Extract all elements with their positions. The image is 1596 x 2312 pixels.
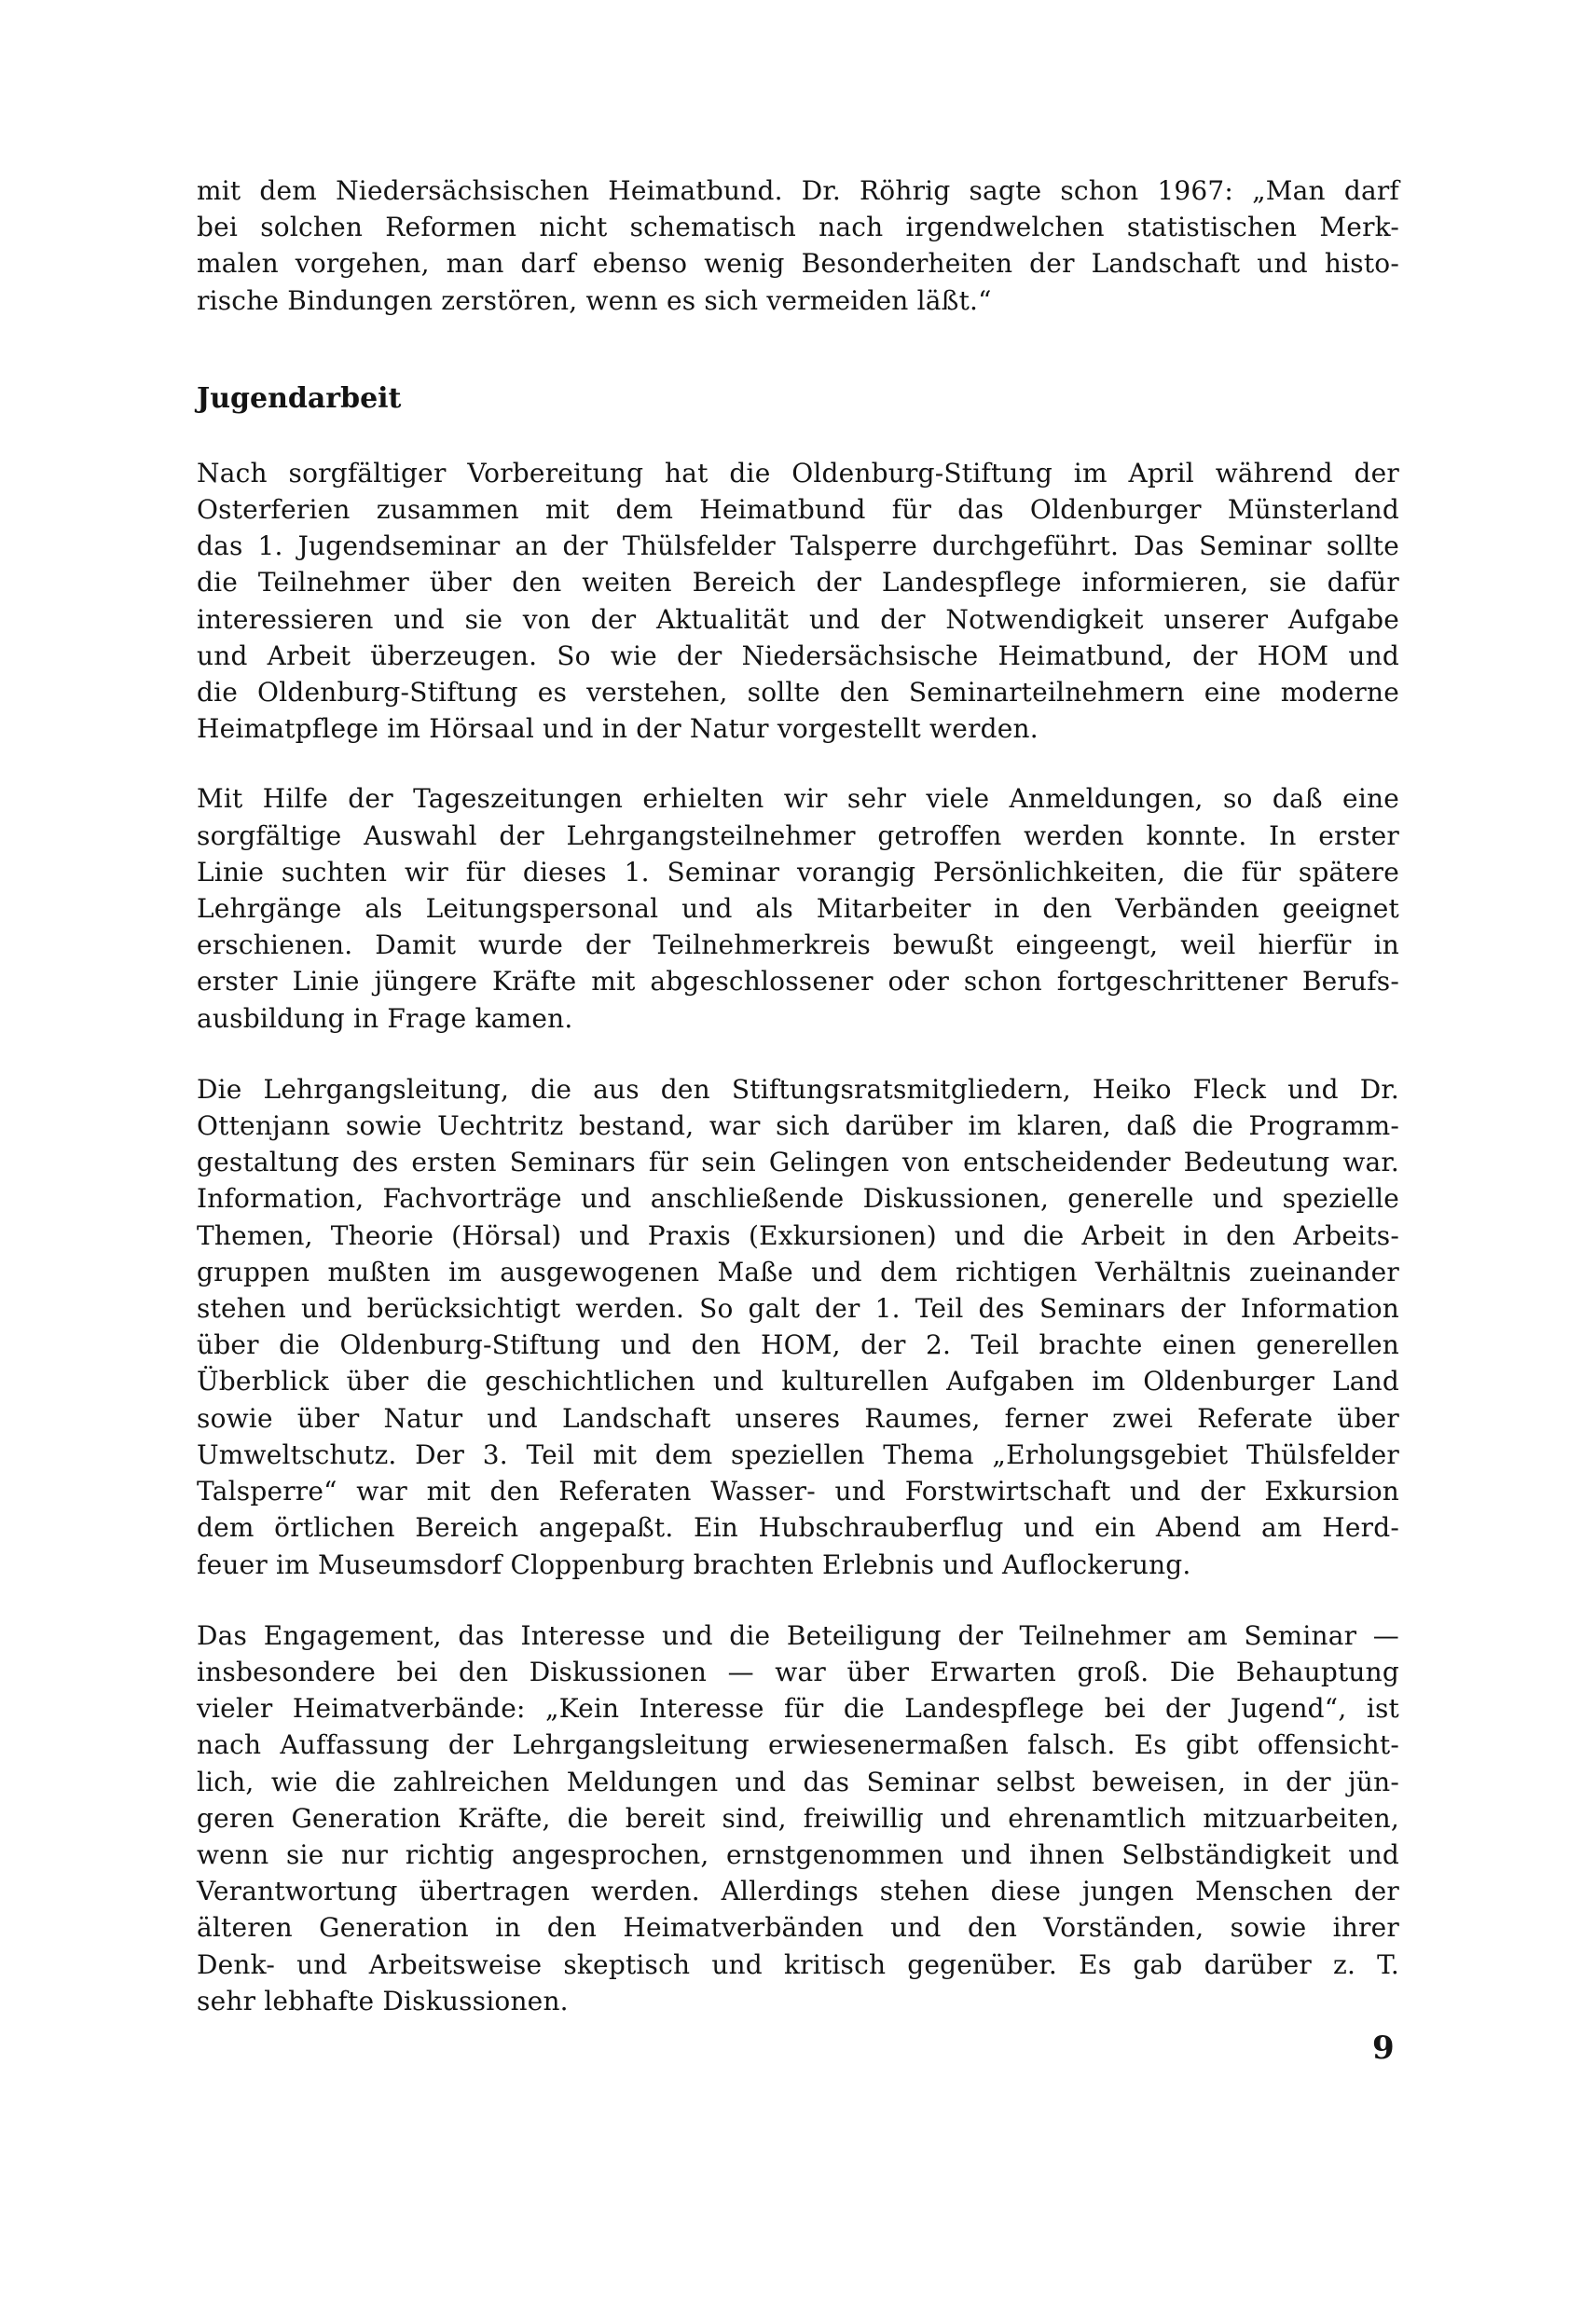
text-line: bei solchen Reformen nicht schematisch nach irgendwelchen statistischen Merk-: [197, 212, 1399, 243]
text-line: die Teilnehmer über den weiten Bereich der Landespflege informieren, sie dafür: [197, 567, 1399, 599]
text-line: über die Oldenburg-Stiftung und den HOM, der 2. Teil brachte einen generellen: [197, 1329, 1399, 1361]
text-line: und Arbeit überzeugen. So wie der Niedersächsische Heimatbund, der HOM und: [197, 640, 1399, 671]
text-line: malen vorgehen, man darf ebenso wenig Besonderheiten der Landschaft und histo-: [197, 248, 1399, 280]
text-line: Überblick über die geschichtlichen und kulturellen Aufgaben im Oldenburger Land: [197, 1366, 1399, 1397]
text-line: rische Bindungen zerstören, wenn es sich vermeiden läßt.“: [197, 284, 992, 316]
section-heading: Jugendarbeit: [197, 381, 402, 415]
text-line: Denk- und Arbeitsweise skeptisch und kritisch gegenüber. Es gab darüber z. T.: [197, 1948, 1399, 1980]
body-paragraph: [197, 780, 1399, 1036]
text-line: ausbildung in Frage kamen.: [197, 1002, 573, 1034]
text-line: das 1. Jugendseminar an der Thülsfelder Talsperre durchgeführt. Das Seminar sollte: [197, 530, 1399, 562]
text-line: Umweltschutz. Der 3. Teil mit dem speziellen Thema „Erholungsgebiet Thülsfelder: [197, 1438, 1399, 1470]
text-line: Das Engagement, das Interesse und die Beteiligung der Teilnehmer am Seminar —: [197, 1619, 1399, 1651]
text-line: Nach sorgfältiger Vorbereitung hat die Oldenburg-Stiftung im April während der: [197, 457, 1399, 489]
text-line: Themen, Theorie (Hörsal) und Praxis (Exkursionen) und die Arbeit in den Arbeits-: [197, 1219, 1399, 1251]
text-line: Heimatpflege im Hörsaal und in der Natur vorgestellt werden.: [197, 713, 1039, 745]
text-line: erster Linie jüngere Kräfte mit abgeschlossener oder schon fortgeschrittener Berufs-: [197, 966, 1399, 998]
text-line: älteren Generation in den Heimatverbänden und den Vorständen, sowie ihrer: [197, 1912, 1399, 1944]
body-paragraph: [197, 455, 1399, 748]
text-line: vieler Heimatverbände: „Kein Interesse für die Landespflege bei der Jugend“, ist: [197, 1693, 1399, 1725]
text-line: gruppen mußten im ausgewogenen Maße und dem richtigen Verhältnis zueinander: [197, 1256, 1399, 1287]
text-line: Die Lehrgangsleitung, die aus den Stiftungsratsmitgliedern, Heiko Fleck und Dr.: [197, 1073, 1399, 1105]
text-line: interessieren und sie von der Aktualität und der Notwendigkeit unserer Aufgabe: [197, 603, 1399, 635]
text-line: dem örtlichen Bereich angepaßt. Ein Hubschrauberflug und ein Abend am Herd-: [197, 1512, 1399, 1544]
text-column: [197, 172, 1399, 2019]
text-line: Information, Fachvorträge und anschließende Diskussionen, generelle und spezielle: [197, 1183, 1399, 1215]
text-line: nach Auffassung der Lehrgangsleitung erwiesenermaßen falsch. Es gibt offensicht-: [197, 1729, 1399, 1761]
text-line: insbesondere bei den Diskussionen — war über Erwarten groß. Die Behauptung: [197, 1656, 1399, 1687]
text-line: stehen und berücksichtigt werden. So galt der 1. Teil des Seminars der Information: [197, 1293, 1399, 1325]
text-line: erschienen. Damit wurde der Teilnehmerkreis bewußt eingeengt, weil hierfür in: [197, 929, 1399, 961]
text-line: feuer im Museumsdorf Cloppenburg brachten Erlebnis und Auflockerung.: [197, 1548, 1191, 1580]
text-line: Verantwortung übertragen werden. Allerdings stehen diese jungen Menschen der: [197, 1876, 1399, 1907]
text-line: gestaltung des ersten Seminars für sein Gelingen von entscheidender Bedeutung war.: [197, 1147, 1399, 1178]
text-line: sorgfältige Auswahl der Lehrgangsteilnehmer getroffen werden konnte. In erster: [197, 819, 1399, 851]
intro-paragraph: [197, 172, 1399, 319]
text-line: die Oldenburg-Stiftung es verstehen, sollte den Seminarteilnehmern eine moderne: [197, 677, 1399, 709]
text-line: mit dem Niedersächsischen Heimatbund. Dr. Röhrig sagte schon 1967: „Man darf: [197, 175, 1399, 206]
text-line: lich, wie die zahlreichen Meldungen und das Seminar selbst beweisen, in der jün-: [197, 1766, 1399, 1797]
page-number: 9: [1372, 2030, 1395, 2067]
text-line: Osterferien zusammen mit dem Heimatbund für das Oldenburger Münsterland: [197, 494, 1399, 526]
text-line: sowie über Natur und Landschaft unseres Raumes, ferner zwei Referate über: [197, 1402, 1399, 1434]
body-paragraph: [197, 1071, 1399, 1583]
text-line: geren Generation Kräfte, die bereit sind, freiwillig und ehrenamtlich mitzuarbeiten,: [197, 1802, 1399, 1834]
text-line: Ottenjann sowie Uechtritz bestand, war sich darüber im klaren, daß die Programm-: [197, 1110, 1399, 1142]
body-paragraph: [197, 1617, 1399, 2019]
text-line: Talsperre“ war mit den Referaten Wasser- und Forstwirtschaft und der Exkursion: [197, 1476, 1399, 1507]
text-line: Lehrgänge als Leitungspersonal und als Mitarbeiter in den Verbänden geeignet: [197, 893, 1399, 925]
text-line: sehr lebhafte Diskussionen.: [197, 1985, 569, 2016]
text-line: Linie suchten wir für dieses 1. Seminar vorangig Persönlichkeiten, die für spätere: [197, 856, 1399, 888]
text-line: Mit Hilfe der Tageszeitungen erhielten wir sehr viele Anmeldungen, so daß eine: [197, 783, 1399, 815]
text-line: wenn sie nur richtig angesprochen, ernstgenommen und ihnen Selbständigkeit und: [197, 1838, 1399, 1870]
